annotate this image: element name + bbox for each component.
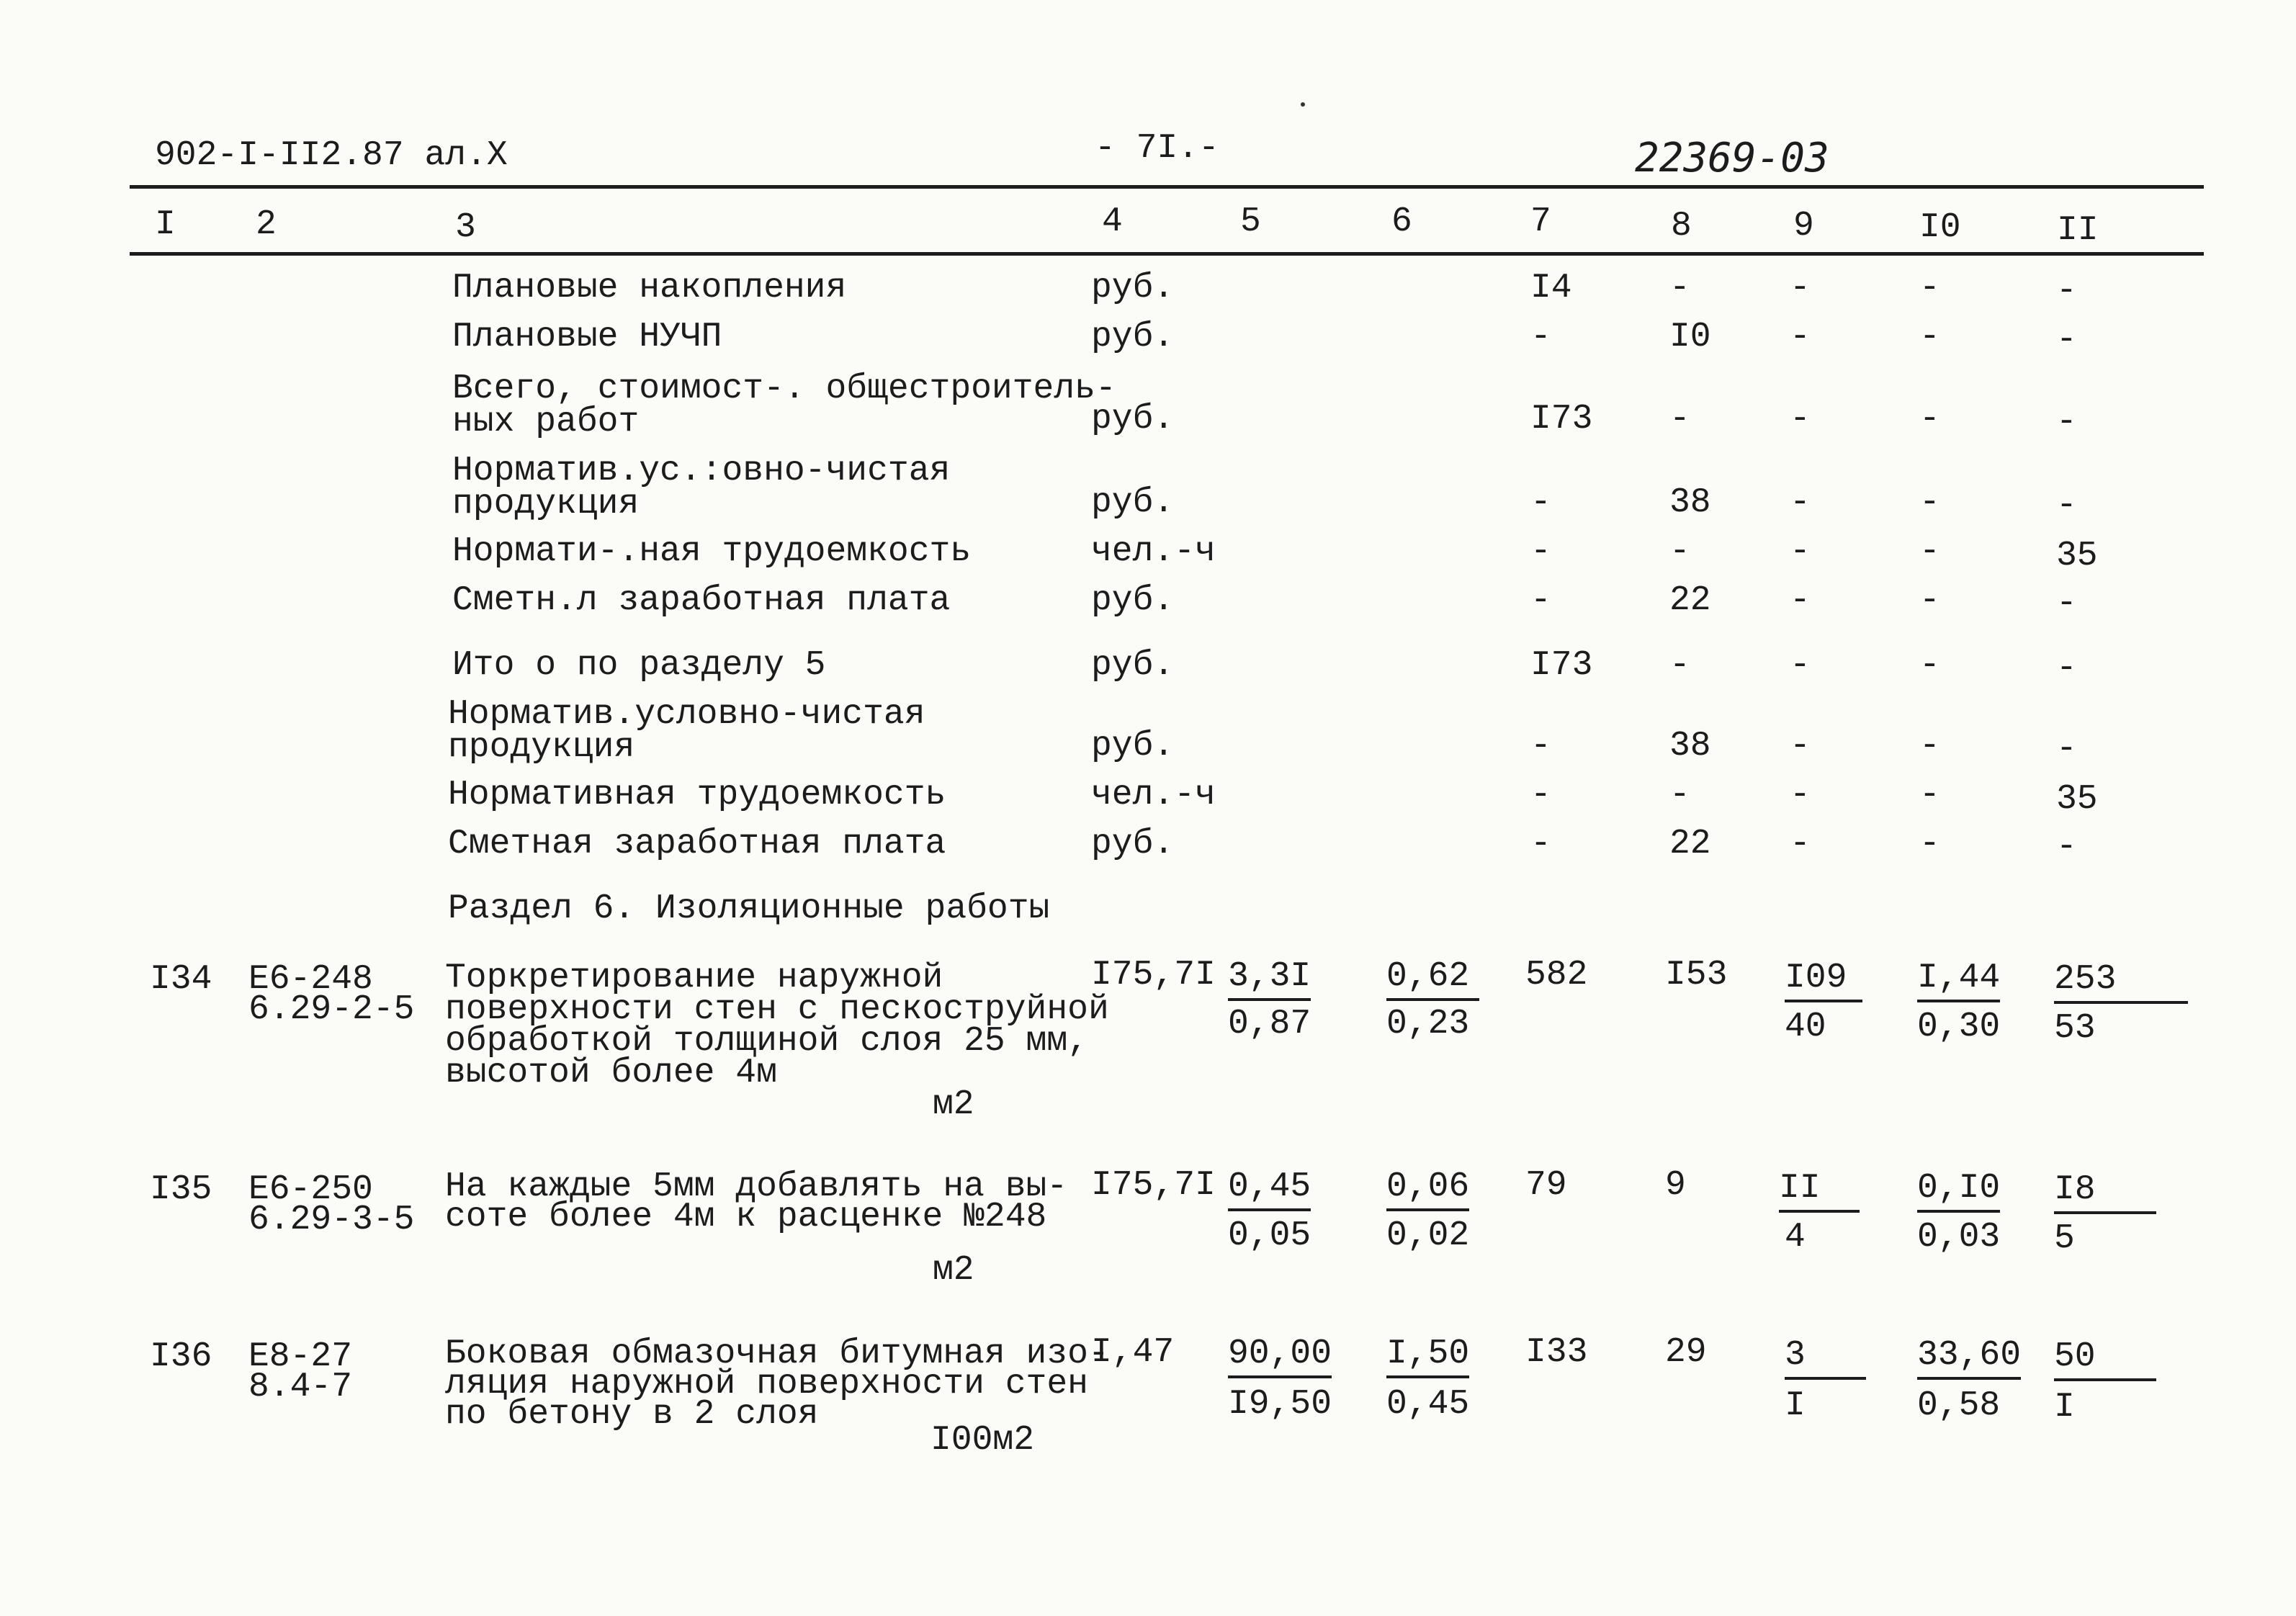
summary-c10: -	[1919, 269, 1940, 308]
item-c6-top: I,50	[1386, 1337, 1469, 1378]
item-c7: 582	[1525, 956, 1588, 995]
col-header-11: II	[2057, 211, 2099, 250]
summary-label: Всего, стоимост-. общестроитель-	[452, 369, 1116, 408]
item-c5-bottom: I9,50	[1228, 1385, 1332, 1424]
page-number: - 7I.-	[1095, 129, 1219, 168]
item-c10-top: I,44	[1917, 961, 2000, 1002]
item-c9-top: II	[1779, 1171, 1860, 1213]
section-title: Раздел 6. Изоляционные работы	[448, 889, 1050, 928]
summary-c11: -	[2056, 403, 2077, 441]
item-c5-bottom: 0,05	[1228, 1216, 1311, 1255]
item-c10-top: 33,60	[1917, 1338, 2021, 1380]
item-c6-top: 0,62	[1386, 959, 1479, 1001]
item-c9-top: 3	[1785, 1338, 1866, 1380]
item-c8: 9	[1665, 1166, 1686, 1205]
item-c6-bottom: 0,02	[1386, 1216, 1470, 1255]
item-c10-bottom: 0,58	[1917, 1386, 2001, 1425]
summary-c8: 38	[1669, 483, 1711, 522]
summary-label: продукция	[452, 485, 640, 524]
item-c8: 29	[1665, 1333, 1707, 1372]
summary-c11: -	[2056, 584, 2077, 623]
summary-c7: -	[1530, 532, 1551, 571]
summary-label: ных работ	[452, 403, 640, 441]
summary-label: Нормативная трудоемкость	[448, 776, 946, 814]
summary-c11: -	[2056, 320, 2077, 359]
item-c6-bottom: 0,23	[1386, 1005, 1470, 1043]
col-header-9: 9	[1793, 207, 1814, 246]
summary-c10: -	[1919, 483, 1940, 522]
summary-c10: -	[1919, 776, 1940, 814]
summary-c10: -	[1919, 727, 1940, 766]
item-c7: 79	[1525, 1166, 1567, 1205]
summary-c9: -	[1790, 646, 1811, 685]
item-unit: м2	[933, 1251, 974, 1290]
top-rule	[130, 185, 2204, 189]
summary-c7: I73	[1530, 646, 1593, 685]
item-c9-top: I09	[1785, 961, 1862, 1002]
item-description: соте более 4м к расценке №248	[445, 1198, 1047, 1236]
summary-unit: чел.-ч	[1091, 532, 1216, 571]
summary-label: Плановые НУЧП	[452, 318, 722, 356]
summary-c10: -	[1919, 532, 1940, 571]
summary-c11: -	[2056, 649, 2077, 688]
summary-label: Норматив.условно-чистая	[448, 695, 925, 734]
item-description: по бетону в 2 слоя	[445, 1395, 819, 1434]
summary-unit: руб.	[1091, 581, 1175, 620]
item-code: 6.29-2-5	[248, 990, 415, 1029]
summary-c8: 22	[1669, 825, 1711, 863]
summary-c8: -	[1669, 532, 1690, 571]
item-number: I36	[150, 1337, 212, 1376]
summary-c7: -	[1530, 727, 1551, 766]
summary-c11: 35	[2056, 537, 2098, 575]
summary-label: Плановые накопления	[452, 269, 847, 308]
summary-c9: -	[1790, 532, 1811, 571]
item-code: 6.29-3-5	[248, 1200, 415, 1239]
item-c9-bottom: 4	[1785, 1218, 1806, 1257]
summary-c9: -	[1790, 581, 1811, 620]
item-c9-bottom: 40	[1785, 1007, 1826, 1046]
summary-c9: -	[1790, 318, 1811, 356]
summary-label: продукция	[448, 728, 635, 767]
speck	[1301, 102, 1305, 107]
item-number: I34	[150, 960, 212, 999]
summary-unit: руб.	[1091, 318, 1175, 356]
summary-c8: -	[1669, 400, 1690, 439]
summary-c10: -	[1919, 825, 1940, 863]
summary-c7: -	[1530, 825, 1551, 863]
item-description: ляция наружной поверхности стен	[445, 1365, 1088, 1404]
item-description: высотой более 4м	[445, 1054, 777, 1092]
col-header-6: 6	[1391, 202, 1412, 241]
item-c9-bottom: I	[1785, 1386, 1806, 1425]
summary-c8: I0	[1669, 318, 1711, 356]
summary-c9: -	[1790, 727, 1811, 766]
col-header-8: 8	[1671, 207, 1692, 246]
summary-c10: -	[1919, 646, 1940, 685]
summary-c9: -	[1790, 483, 1811, 522]
summary-label: Нормати-.ная трудоемкость	[452, 532, 972, 571]
summary-c7: I4	[1530, 269, 1572, 308]
col-header-1: I	[155, 205, 176, 244]
summary-label: Норматив.ус.:овно-чистая	[452, 452, 951, 490]
item-unit: I00м2	[930, 1421, 1035, 1460]
summary-c7: -	[1530, 318, 1551, 356]
summary-c10: -	[1919, 400, 1940, 439]
summary-label: Сметн.л заработная плата	[452, 581, 951, 620]
item-c8: I53	[1665, 956, 1728, 995]
col-header-5: 5	[1240, 202, 1261, 241]
summary-c11: -	[2056, 271, 2077, 310]
summary-c11: -	[2056, 486, 2077, 525]
item-c11-bottom: I	[2054, 1388, 2075, 1427]
item-c7: I33	[1525, 1333, 1588, 1372]
item-code: Е6-248	[248, 960, 373, 999]
summary-c7: -	[1530, 483, 1551, 522]
summary-unit: руб.	[1091, 727, 1175, 766]
item-c10-bottom: 0,03	[1917, 1218, 2001, 1257]
summary-c8: -	[1669, 646, 1690, 685]
summary-c11: 35	[2056, 780, 2098, 819]
col-header-3: 3	[455, 208, 476, 247]
summary-c7: I73	[1530, 400, 1593, 439]
summary-c10: -	[1919, 318, 1940, 356]
summary-c7: -	[1530, 581, 1551, 620]
item-c11-bottom: 53	[2054, 1009, 2096, 1048]
header-rule	[130, 252, 2204, 256]
item-c5-top: 0,45	[1228, 1170, 1311, 1211]
item-c11-top: 50	[2054, 1339, 2156, 1381]
item-code: 8.4-7	[248, 1368, 353, 1406]
item-description: Боковая обмазочная битумная изо-	[445, 1334, 1109, 1373]
summary-label: Сметная заработная плата	[448, 825, 946, 863]
summary-unit: чел.-ч	[1091, 776, 1216, 814]
col-header-2: 2	[256, 205, 277, 244]
summary-label: Ито о по разделу 5	[452, 646, 826, 685]
item-description: На каждые 5мм добавлять на вы-	[445, 1167, 1068, 1206]
item-description: поверхности стен с пескоструйной	[445, 990, 1109, 1029]
item-c5-bottom: 0,87	[1228, 1005, 1311, 1043]
item-number: I35	[150, 1170, 212, 1209]
item-c11-top: I8	[2054, 1172, 2156, 1214]
col-header-10: I0	[1919, 208, 1961, 247]
summary-c8: -	[1669, 776, 1690, 814]
item-code: Е6-250	[248, 1170, 373, 1209]
item-c5-top: 90,00	[1228, 1337, 1332, 1378]
item-code: Е8-27	[248, 1337, 353, 1376]
item-unit: м2	[933, 1085, 974, 1124]
item-c10-bottom: 0,30	[1917, 1007, 2001, 1046]
item-c6-bottom: 0,45	[1386, 1385, 1470, 1424]
summary-c10: -	[1919, 581, 1940, 620]
summary-unit: руб.	[1091, 825, 1175, 863]
summary-unit: руб.	[1091, 269, 1175, 308]
summary-c9: -	[1790, 776, 1811, 814]
summary-unit: руб.	[1091, 483, 1175, 522]
summary-c9: -	[1790, 400, 1811, 439]
col-header-4: 4	[1102, 202, 1123, 241]
summary-c7: -	[1530, 776, 1551, 814]
item-c11-bottom: 5	[2054, 1219, 2075, 1258]
item-c10-top: 0,I0	[1917, 1171, 2000, 1213]
item-quantity: I,47	[1091, 1333, 1175, 1372]
col-header-7: 7	[1530, 202, 1551, 241]
summary-c8: -	[1669, 269, 1690, 308]
doc-number: 22369-03	[1635, 135, 1829, 181]
item-description: Торкретирование наружной	[445, 959, 943, 997]
summary-c8: 38	[1669, 727, 1711, 766]
summary-c9: -	[1790, 825, 1811, 863]
summary-c11: -	[2056, 827, 2077, 866]
summary-c8: 22	[1669, 581, 1711, 620]
summary-c9: -	[1790, 269, 1811, 308]
item-c6-top: 0,06	[1386, 1170, 1469, 1211]
summary-unit: руб.	[1091, 646, 1175, 685]
item-c5-top: 3,3I	[1228, 959, 1311, 1001]
summary-c11: -	[2056, 730, 2077, 768]
doc-code: 902-I-II2.87 ал.X	[155, 136, 508, 175]
item-quantity: I75,7I	[1091, 956, 1216, 995]
item-quantity: I75,7I	[1091, 1166, 1216, 1205]
item-description: обработкой толщиной слоя 25 мм,	[445, 1022, 1088, 1061]
summary-unit: руб.	[1091, 400, 1175, 439]
item-c11-top: 253	[2054, 962, 2188, 1004]
